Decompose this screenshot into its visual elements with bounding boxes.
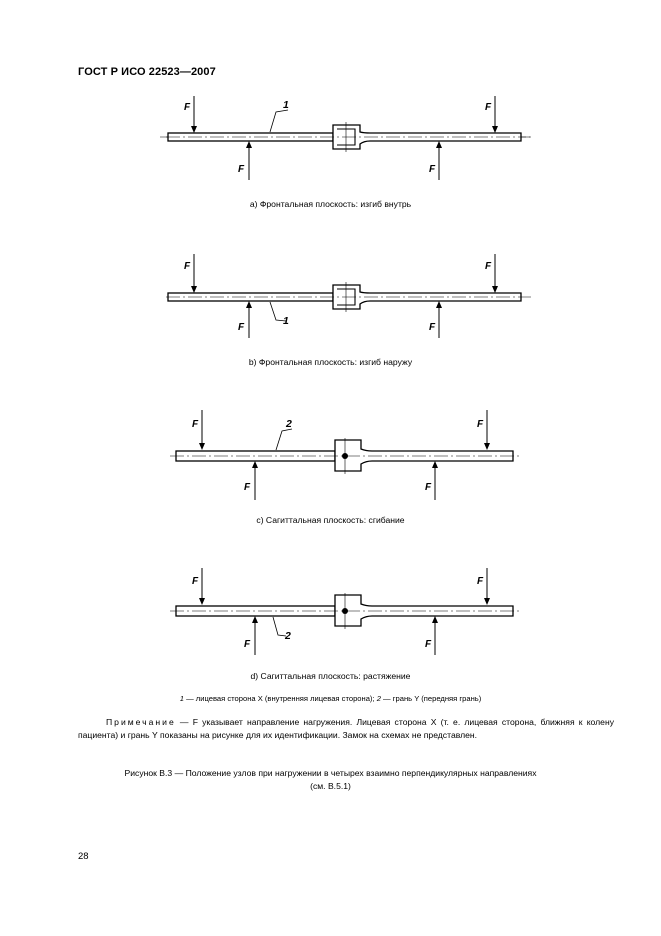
part-number-label: 2 bbox=[285, 630, 291, 642]
force-label: F bbox=[238, 322, 245, 333]
legend-number: 2 bbox=[376, 694, 381, 703]
diagram-a-frontal-inward bbox=[0, 90, 661, 190]
diagram-c-sagittal-flexion bbox=[0, 408, 661, 508]
part-number-label: 1 bbox=[283, 315, 289, 327]
note-label: Примечание bbox=[106, 717, 176, 727]
diagram-a-caption: а) Фронтальная плоскость: изгиб внутрь bbox=[249, 199, 412, 209]
force-label: F bbox=[429, 322, 436, 333]
legend-text: — лицевая сторона X (внутренняя лицевая сторона); bbox=[183, 694, 377, 703]
diagram-d-caption: d) Сагиттальная плоскость: растяжение bbox=[250, 671, 411, 681]
legend-text: — грань Y (передняя грань) bbox=[380, 694, 482, 703]
diagram-c-caption: c) Сагиттальная плоскость: сгибание bbox=[256, 515, 405, 525]
diagram-d-sagittal-extension bbox=[0, 563, 661, 663]
force-label: F bbox=[244, 482, 251, 493]
force-label: F bbox=[485, 102, 492, 113]
force-label: F bbox=[192, 419, 199, 430]
figure-title bbox=[0, 767, 661, 792]
force-label: F bbox=[485, 261, 492, 272]
force-label: F bbox=[429, 164, 436, 175]
diagram-b-frontal-outward bbox=[0, 250, 661, 350]
force-label: F bbox=[184, 261, 191, 272]
document-header: ГОСТ Р ИСО 22523—2007 bbox=[78, 66, 216, 78]
note-text: — F указывает направление нагружения. Лицевая сторона X (т. е. лицевая сторона, ближняя к колену пациента) и грань Y показаны на рисунке для их идентификации. Замок на схемах не представлен. bbox=[78, 717, 614, 740]
force-label: F bbox=[184, 102, 191, 113]
page-number: 28 bbox=[78, 851, 89, 862]
part-number-label: 2 bbox=[286, 418, 292, 430]
force-label: F bbox=[477, 419, 484, 430]
figure-title-line: (см. В.5.1) bbox=[310, 780, 351, 791]
diagram-b-caption: b) Фронтальная плоскость: изгиб наружу bbox=[248, 357, 413, 367]
force-label: F bbox=[477, 576, 484, 587]
force-label: F bbox=[192, 576, 199, 587]
note-paragraph bbox=[78, 716, 614, 742]
figure-legend bbox=[0, 694, 661, 703]
figure-title-line: Рисунок В.3 — Положение узлов при нагружении в четырех взаимно перпендикулярных направлениях bbox=[124, 768, 537, 778]
force-label: F bbox=[425, 639, 432, 650]
force-label: F bbox=[425, 482, 432, 493]
part-number-label: 1 bbox=[283, 99, 289, 111]
legend-number: 1 bbox=[179, 694, 184, 703]
force-label: F bbox=[238, 164, 245, 175]
force-label: F bbox=[244, 639, 251, 650]
